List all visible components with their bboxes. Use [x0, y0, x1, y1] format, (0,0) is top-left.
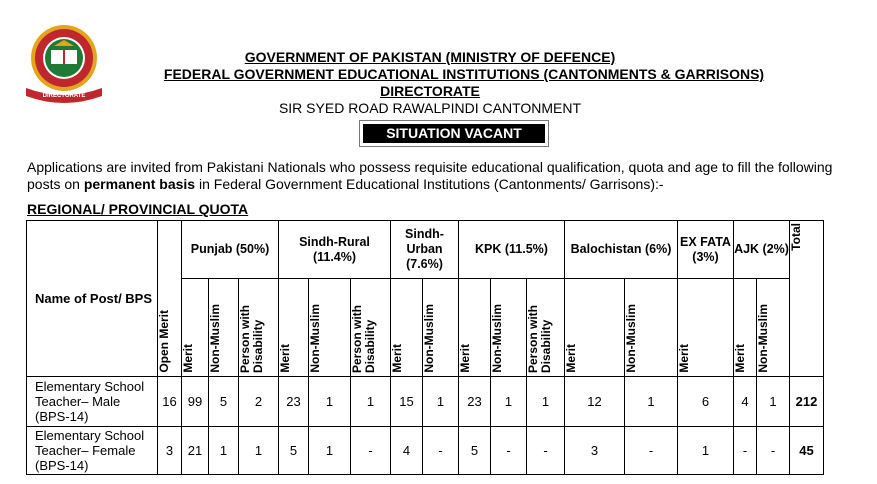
quota-value-cell: -: [527, 427, 565, 475]
subcol-header: Non-Muslim: [491, 279, 527, 377]
subcol-header: Person with Disability: [351, 279, 391, 377]
table-row: [27, 427, 824, 475]
quota-value-cell: 6: [678, 377, 734, 427]
post-name-cell: Elementary School Teacher– Female (BPS-14): [27, 427, 158, 475]
subcol-header: Merit: [182, 279, 209, 377]
intro-text-1: Applications are invited from Pakistani Nationals who possess requisite educational qualification, quota and age to fill the following posts on: [27, 159, 833, 192]
total-cell: 45: [790, 427, 824, 475]
intro-paragraph: [27, 159, 862, 193]
quota-value-cell: 3: [158, 427, 182, 475]
quota-value-cell: 21: [182, 427, 209, 475]
group-header: Sindh-Urban (7.6%): [391, 221, 459, 279]
fgei-logo: [18, 22, 110, 104]
intro-text-2: in Federal Government Educational Institutions (Cantonments/ Garrisons):-: [195, 176, 664, 192]
header-address: SIR SYED ROAD RAWALPINDI CANTONMENT: [278, 100, 582, 116]
subcol-header: Merit: [459, 279, 491, 377]
banner-text: SITUATION VACANT: [363, 124, 545, 143]
header-line-2: FEDERAL GOVERNMENT EDUCATIONAL INSTITUTIONS (CANTONMENTS & GARRISONS): [163, 66, 765, 82]
header-line-3: DIRECTORATE: [380, 83, 480, 99]
quota-value-cell: 16: [158, 377, 182, 427]
quota-value-cell: 5: [459, 427, 491, 475]
quota-value-cell: -: [757, 427, 790, 475]
quota-value-cell: 1: [351, 377, 391, 427]
quota-value-cell: -: [423, 427, 459, 475]
quota-value-cell: 2: [239, 377, 279, 427]
subcol-header: Non-Muslim: [309, 279, 351, 377]
quota-value-cell: -: [625, 427, 678, 475]
subcol-header: Non-Muslim: [423, 279, 459, 377]
intro-bold: permanent basis: [83, 176, 196, 192]
subcol-header: Merit: [279, 279, 309, 377]
subcol-header: Merit: [565, 279, 625, 377]
quota-value-cell: 1: [625, 377, 678, 427]
quota-value-cell: 1: [209, 427, 239, 475]
subcol-header: Merit: [734, 279, 757, 377]
quota-value-cell: 15: [391, 377, 423, 427]
quota-value-cell: -: [734, 427, 757, 475]
subcol-header: Person with Disability: [239, 279, 279, 377]
quota-value-cell: -: [491, 427, 527, 475]
section-title: REGIONAL/ PROVINCIAL QUOTA: [27, 201, 249, 217]
situation-vacant-banner: [359, 120, 549, 147]
group-header: EX FATA (3%): [678, 221, 734, 279]
quota-value-cell: -: [351, 427, 391, 475]
group-header: Sindh-Rural (11.4%): [279, 221, 391, 279]
quota-value-cell: 1: [309, 427, 351, 475]
group-header: Punjab (50%): [182, 221, 279, 279]
quota-value-cell: 1: [423, 377, 459, 427]
quota-value-cell: 1: [527, 377, 565, 427]
subcol-header: Non-Muslim: [625, 279, 678, 377]
header-total: Total: [790, 221, 824, 377]
table-row: [27, 377, 824, 427]
header-open-merit: Open Merit: [158, 221, 182, 377]
quota-value-cell: 23: [459, 377, 491, 427]
quota-value-cell: 1: [491, 377, 527, 427]
post-name-cell: Elementary School Teacher– Male (BPS-14): [27, 377, 158, 427]
quota-value-cell: 1: [309, 377, 351, 427]
subcol-header: Person with Disability: [527, 279, 565, 377]
subcol-header: Merit: [678, 279, 734, 377]
quota-value-cell: 1: [239, 427, 279, 475]
subcol-header: Non-Muslim: [209, 279, 239, 377]
group-header: AJK (2%): [734, 221, 790, 279]
logo-ribbon-text: DIRECTORATE: [42, 93, 86, 99]
quota-value-cell: 4: [734, 377, 757, 427]
subcol-header: Non-Muslim: [757, 279, 790, 377]
quota-value-cell: 5: [209, 377, 239, 427]
quota-value-cell: 1: [757, 377, 790, 427]
group-header: KPK (11.5%): [459, 221, 565, 279]
quota-value-cell: 23: [279, 377, 309, 427]
quota-value-cell: 3: [565, 427, 625, 475]
header-name-of-post: Name of Post/ BPS: [27, 221, 158, 377]
quota-value-cell: 99: [182, 377, 209, 427]
quota-value-cell: 5: [279, 427, 309, 475]
quota-value-cell: 12: [565, 377, 625, 427]
vacancy-table: [26, 220, 824, 475]
header-line-1: GOVERNMENT OF PAKISTAN (MINISTRY OF DEFENCE): [244, 49, 616, 65]
quota-value-cell: 1: [678, 427, 734, 475]
quota-value-cell: 4: [391, 427, 423, 475]
subcol-header: Merit: [391, 279, 423, 377]
total-cell: 212: [790, 377, 824, 427]
group-header: Balochistan (6%): [565, 221, 678, 279]
